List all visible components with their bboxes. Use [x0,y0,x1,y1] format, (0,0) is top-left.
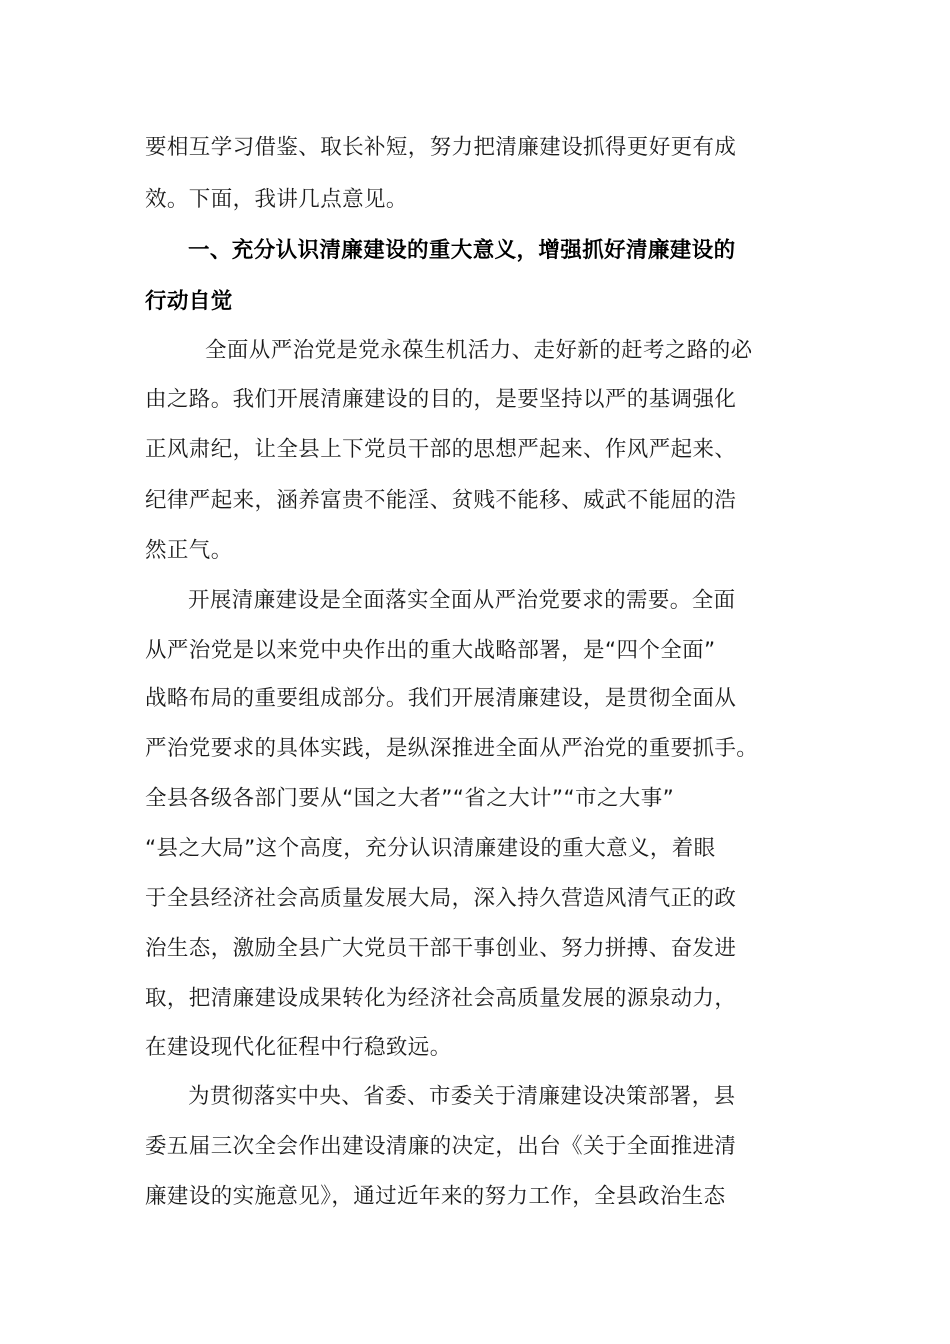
text-line: 治生态，激励全县广大党员干部干事创业、努力拼搏、奋发进 [145,936,737,961]
text-line: 廉建设的实施意见》，通过近年来的努力工作，全县政治生态 [145,1184,726,1209]
section-heading-continued: 行动自觉 [145,289,233,314]
text-line: 取，把清廉建设成果转化为经济社会高质量发展的源泉动力， [145,986,737,1011]
text-line: 要相互学习借鉴、取长补短，努力把清廉建设抓得更好更有成 [145,135,737,160]
text-line: 开展清廉建设是全面落实全面从严治党要求的需要。全面 [188,588,736,613]
text-line: 正风肃纪，让全县上下党员干部的思想严起来、作风严起来、 [145,437,737,462]
text-line: 然正气。 [145,538,233,563]
text-line: 由之路。我们开展清廉建设的目的，是要坚持以严的基调强化 [145,387,737,412]
text-line: 全面从严治党是党永葆生机活力、走好新的赶考之路的必 [205,338,753,363]
text-line: 于全县经济社会高质量发展大局，深入持久营造风清气正的政 [145,886,737,911]
text-line: 效。下面，我讲几点意见。 [145,187,408,212]
text-line: 严治党要求的具体实践，是纵深推进全面从严治党的重要抓手。 [145,736,759,761]
text-line: 委五届三次全会作出建设清廉的决定，出台《关于全面推进清 [145,1134,737,1159]
text-line: 从严治党是以来党中央作出的重大战略部署，是“四个全面” [145,638,716,663]
section-heading: 一、充分认识清廉建设的重大意义，增强抓好清廉建设的 [188,238,736,263]
text-line: 在建设现代化征程中行稳致远。 [145,1035,452,1060]
text-line: 为贯彻落实中央、省委、市委关于清廉建设决策部署，县 [188,1084,736,1109]
text-line: “县之大局”这个高度，充分认识清廉建设的重大意义，着眼 [145,836,716,861]
text-line: 战略布局的重要组成部分。我们开展清廉建设，是贯彻全面从 [145,686,737,711]
text-line: 纪律严起来，涵养富贵不能淫、贫贱不能移、威武不能屈的浩 [145,488,737,513]
text-line: 全县各级各部门要从“国之大者”“省之大计”“市之大事” [145,786,675,811]
